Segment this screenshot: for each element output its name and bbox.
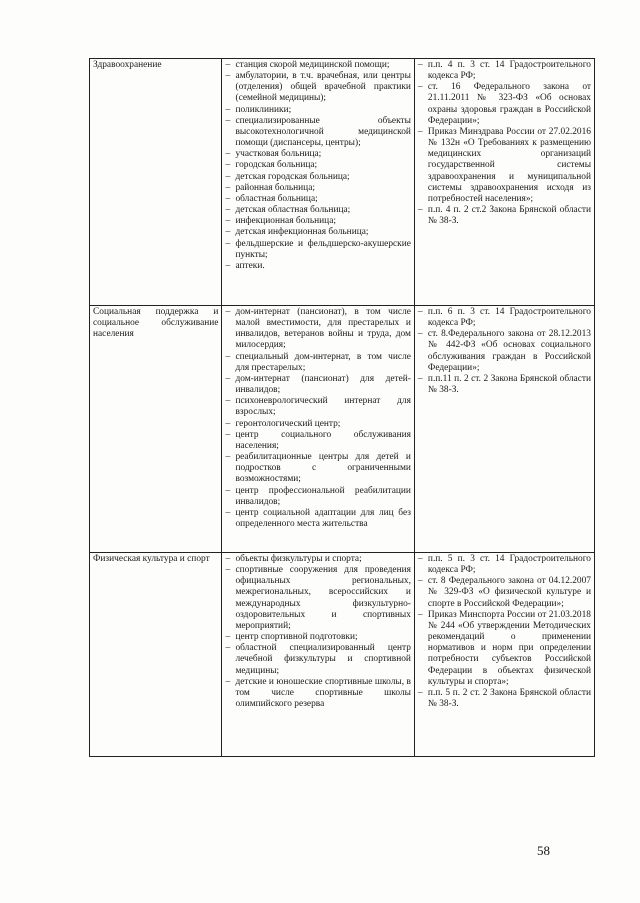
facility-item: – центр социального обслуживания населения; [225,430,410,452]
facility-item: – детская городская больница; [225,172,410,183]
facility-item: – амбулатории, в т.ч. врачебная, или центры (отделения) общей врачебной практики (семейной медицины); [225,71,410,104]
facility-item: – специальный дом-интернат, в том числе для престарелых; [225,352,410,374]
regulation-table [89,58,595,757]
laws-list [418,307,591,396]
law-reference-item: – п.п. 4 п. 3 ст. 14 Градостроительного кодекса РФ; [418,60,591,82]
facility-item: – психоневрологический интернат для взрослых; [225,396,410,418]
facility-item: – участковая больница; [225,149,410,160]
category-cell [90,553,222,757]
law-reference-item: – п.п. 5 п. 2 ст. 2 Закона Брянской области № 38-З. [418,688,591,710]
facility-item: – центр спортивной подготовки; [225,632,410,643]
facility-item: – объекты физкультуры и спорта; [225,554,410,565]
facility-item: – аптеки. [225,261,410,272]
table-row [90,59,595,306]
objects-cell [222,59,414,306]
law-reference-item: – Приказ Минспорта России от 21.03.2018 № 244 «Об утверждении Методических рекомендаций о применении нормативов и норм при определении потребности субъектов Российской Федерации в объектах физической культуры и спорта»; [418,610,591,688]
facility-item: – геронтологический центр; [225,419,410,430]
objects-list [225,60,410,272]
page-number: 58 [537,843,550,858]
table-row [90,306,595,553]
laws-cell [414,306,594,553]
category-cell [90,306,222,553]
facility-item: – городская больница; [225,160,410,171]
objects-list [225,554,410,710]
laws-list [418,60,591,227]
facility-item: – районная больница; [225,183,410,194]
facility-item: – детская областная больница; [225,205,410,216]
objects-cell [222,553,414,757]
table-row [90,553,595,757]
law-reference-item: – ст. 16 Федерального закона от 21.11.2011 № 323-ФЗ «Об основах охраны здоровья граждан в Российской Федерации»; [418,82,591,127]
objects-cell [222,306,414,553]
law-reference-item: – ст. 8.Федерального закона от 28.12.2013 № 442-ФЗ «Об основах социального обслуживания граждан в Российской Федерации»; [418,329,591,374]
law-reference-item: – п.п. 5 п. 3 ст. 14 Градостроительного кодекса РФ; [418,554,591,576]
facility-item: – фельдшерские и фельдшерско-акушерские пункты; [225,239,410,261]
laws-cell [414,59,594,306]
facility-item: – центр социальной адаптации для лиц без определенного места жительства [225,508,410,530]
category-title: Физическая культура и спорт [93,554,210,564]
law-reference-item: – Приказ Минздрава России от 27.02.2016 № 132н «О Требованиях к размещению медицинских организаций государственной системы здравоохранения и муниципальной системы здравоохранения исходя из потребностей населения»; [418,127,591,205]
law-reference-item: – п.п. 6 п. 3 ст. 14 Градостроительного кодекса РФ; [418,307,591,329]
facility-item: – реабилитационные центры для детей и подростков с ограниченными возможностями; [225,452,410,485]
facility-item: – областной специализированный центр лечебной физкультуры и спортивной медицины; [225,643,410,676]
facility-item: – дом-интернат (пансионат), в том числе малой вместимости, для престарелых и инвалидов, ветеранов войны и труда, дом милосердия; [225,307,410,352]
facility-item: – центр профессиональной реабилитации инвалидов; [225,486,410,508]
facility-item: – детские и юношеские спортивные школы, в том числе спортивные школы олимпийского резерва [225,677,410,710]
laws-cell [414,553,594,757]
table-body [90,59,595,757]
facility-item: – специализированные объекты высокотехнологичной медицинской помощи (диспансеры, центры); [225,116,410,149]
facility-item: – станция скорой медицинской помощи; [225,60,410,71]
facility-item: – спортивные сооружения для проведения официальных региональных, межрегиональных, всероссийских и международных физкультурно-оздоровительных и спортивных мероприятий; [225,565,410,632]
law-reference-item: – ст. 8 Федерального закона от 04.12.2007 № 329-ФЗ «О физической культуре и спорте в Российской Федерации»; [418,576,591,609]
facility-item: – областная больница; [225,194,410,205]
facility-item: – дом-интернат (пансионат) для детей-инвалидов; [225,374,410,396]
facility-item: – инфекционная больница; [225,216,410,227]
objects-list [225,307,410,530]
law-reference-item: – п.п.11 п. 2 ст. 2 Закона Брянской области № 38-З. [418,374,591,396]
category-title: Здравоохранение [93,60,162,70]
law-reference-item: – п.п. 4 п. 2 ст.2 Закона Брянской области № 38-З. [418,205,591,227]
facility-item: – детская инфекционная больница; [225,227,410,238]
laws-list [418,554,591,710]
category-title: Социальная поддержка и социальное обслуживание населения [93,307,219,340]
facility-item: – поликлиники; [225,105,410,116]
category-cell [90,59,222,306]
